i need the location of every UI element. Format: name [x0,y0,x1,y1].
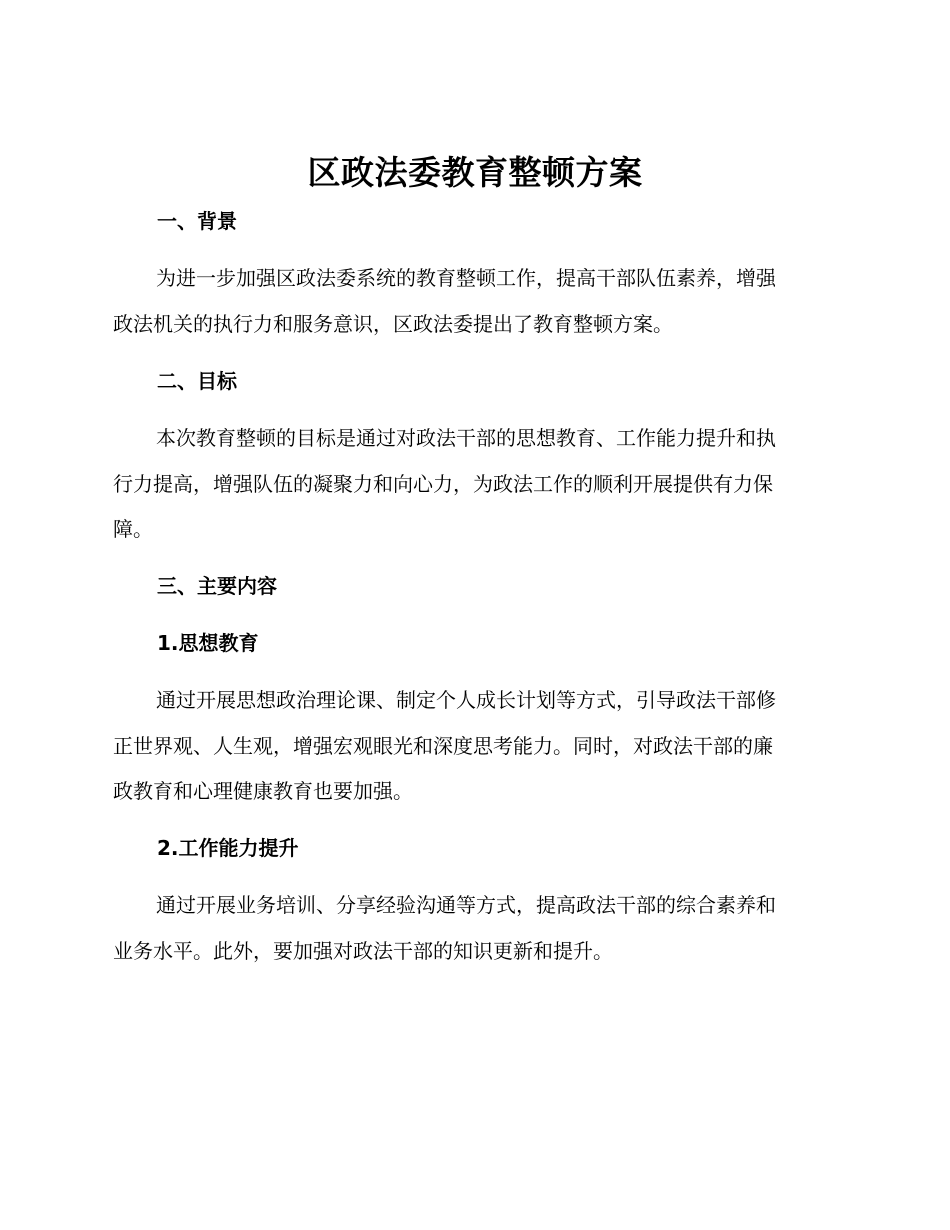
section-heading-background: 一、背景 [157,209,237,233]
section-paragraph-goals [113,416,835,553]
paragraph-line: 通过开展思想政治理论课、制定个人成长计划等方式，引导政法干部修 [156,688,776,712]
paragraph-line: 业务水平。此外，要加强对政法干部的知识更新和提升。 [113,938,613,963]
subsection-heading-work-ability: 2.工作能力提升 [157,836,299,860]
paragraph-line: 本次教育整顿的目标是通过对政法干部的思想教育、工作能力提升和执 [156,426,776,450]
paragraph-line: 政教育和心理健康教育也要加强。 [113,779,413,803]
paragraph-line: 为进一步加强区政法委系统的教育整顿工作，提高干部队伍素养，增强 [156,266,776,290]
paragraph-line: 行力提高，增强队伍的凝聚力和向心力，为政法工作的顺利开展提供有力保 [113,471,773,496]
section-paragraph-background [113,256,835,347]
section-heading-goals: 二、目标 [157,369,237,393]
paragraph-line: 政法机关的执行力和服务意识，区政法委提出了教育整顿方案。 [113,311,673,336]
paragraph-line: 正世界观、人生观，增强宏观眼光和深度思考能力。同时，对政法干部的廉 [113,733,773,758]
subsection-heading-ideological-education: 1.思想教育 [157,631,259,655]
subsection-paragraph-work-ability [113,883,835,974]
paragraph-line: 通过开展业务培训、分享经验沟通等方式，提高政法干部的综合素养和 [156,893,776,917]
document-title: 区政法委教育整顿方案 [307,153,643,192]
subsection-paragraph-ideological-education [113,678,835,815]
section-heading-main-content: 三、主要内容 [157,574,277,598]
paragraph-line: 障。 [113,517,153,541]
